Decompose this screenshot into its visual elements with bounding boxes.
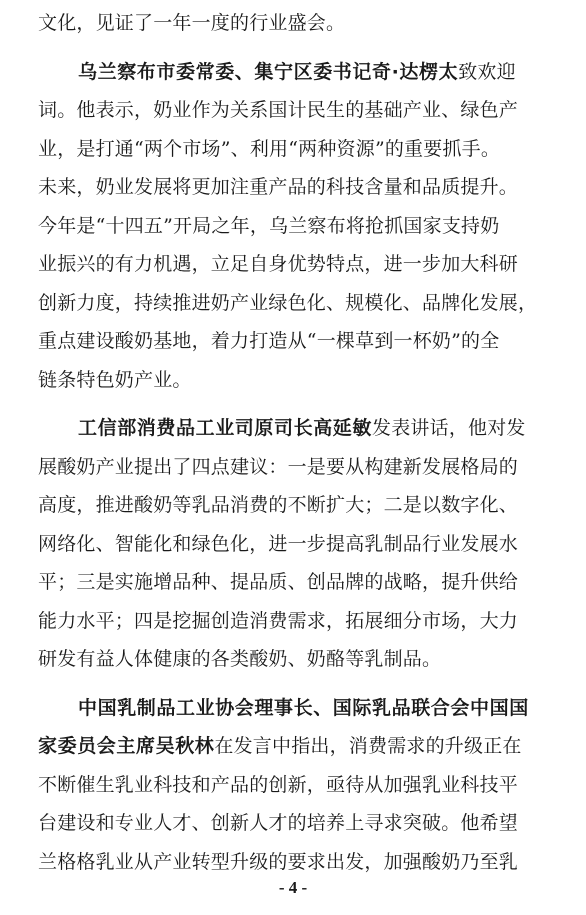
body-text: 未来，奶业发展将更加注重产品的科技含量和品质提升。 [38,176,519,198]
body-text: 重点建设酸奶基地，着力打造从“一棵草到一杯奶”的全 [38,330,500,352]
paragraph-line [38,361,548,400]
body-text: 文化，见证了一年一度的行业盛会。 [38,12,346,34]
paragraph-line [38,168,548,207]
body-text: 链条特色奶产业。 [38,368,192,391]
body-text: 台建设和专业人才、创新人才的培养上寻求突破。他希望 [38,812,519,834]
paragraph-line [38,53,548,92]
paragraph-line [38,284,548,323]
paragraph-line [38,448,548,487]
paragraph-line [38,130,548,169]
paragraph-line [38,525,548,564]
paragraph-line [38,322,548,361]
speaker-name: 家委员会主席吴秋林 [38,735,215,757]
body-text: 兰格格乳业从产业转型升级的要求出发，加强酸奶乃至乳 [38,850,519,873]
body-text: 能力水平；四是挖掘创造消费需求，拓展细分市场，大力 [38,609,519,632]
paragraph-line [38,689,548,728]
body-text: 致欢迎 [458,60,516,83]
paragraph-line [38,563,548,602]
paragraph-line [38,640,548,679]
body-text: 业振兴的有力机遇，立足自身优势特点，进一步加大科研 [38,253,519,275]
paragraph-line [38,602,548,641]
body-text: 展酸奶产业提出了四点建议：一是要从构建新发展格局的 [38,455,519,478]
speaker-name: 工信部消费品工业司原司长高延敏 [78,417,373,439]
paragraph-line [38,727,548,766]
body-text: 今年是“十四五”开局之年，乌兰察布将抢抓国家支持奶 [38,214,500,237]
body-text: 不断催生乳业科技和产品的创新，亟待从加强乳业科技平 [38,773,519,796]
body-text: 发表讲话，他对发 [372,417,526,439]
body-text: 平；三是实施增品种、提品质、创品牌的战略，提升供给 [38,571,519,593]
paragraph-line [38,843,548,882]
paragraph-line [38,245,548,284]
paragraph-line [38,486,548,525]
body-text: 在发言中指出，消费需求的升级正在 [214,735,522,757]
body-text: 创新力度，持续推进奶产业绿色化、规模化、品牌化发展， [38,291,538,314]
paragraph-line [38,409,548,448]
paragraph-line [38,4,548,43]
paragraph-line [38,766,548,805]
body-text: 高度，推进酸奶等乳品消费的不断扩大；二是以数字化、 [38,494,519,516]
speaker-name: 中国乳制品工业协会理事长、国际乳品联合会中国国 [78,696,529,719]
body-text: 词。他表示，奶业作为关系国计民生的基础产业、绿色产 [38,99,519,121]
paragraph-line [38,804,548,843]
paragraph-line [38,91,548,130]
document-page [38,4,548,881]
body-text: 业，是打通“两个市场”、利用“两种资源”的重要抓手。 [38,137,501,160]
paragraph-line [38,207,548,246]
body-text: 研发有益人体健康的各类酸奶、奶酪等乳制品。 [38,648,442,670]
page-number: - 4 - [278,878,308,897]
speaker-name: 乌兰察布市委常委、集宁区委书记奇·达楞太 [78,60,459,83]
body-text: 网络化、智能化和绿色化，进一步提高乳制品行业发展水 [38,532,519,555]
